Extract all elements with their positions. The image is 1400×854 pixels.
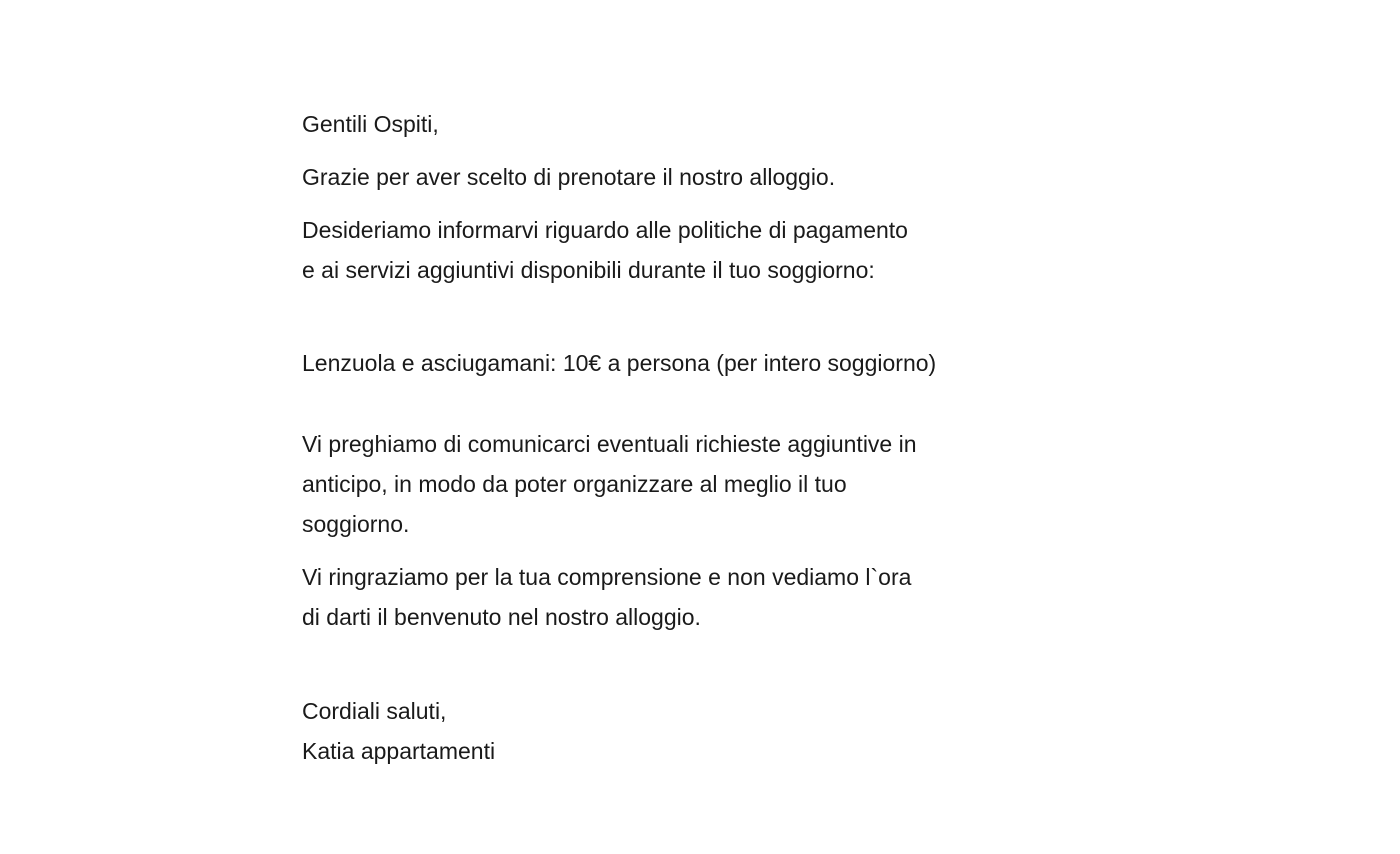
closing-line: di darti il benvenuto nel nostro alloggio. <box>302 604 701 630</box>
greeting: Gentili Ospiti, <box>302 111 439 137</box>
info-line: e ai servizi aggiuntivi disponibili durante il tuo soggiorno: <box>302 257 875 283</box>
info-paragraph <box>302 210 1062 290</box>
request-paragraph <box>302 424 1062 544</box>
info-line: Desideriamo informarvi riguardo alle politiche di pagamento <box>302 217 908 243</box>
thanks-paragraph: Grazie per aver scelto di prenotare il nostro alloggio. <box>302 164 836 190</box>
request-line: soggiorno. <box>302 511 410 537</box>
closing-paragraph <box>302 557 1062 637</box>
request-line: Vi preghiamo di comunicarci eventuali richieste aggiuntive in <box>302 431 917 457</box>
letter-body <box>302 104 1062 771</box>
price-line: Lenzuola e asciugamani: 10€ a persona (per intero soggiorno) <box>302 350 937 376</box>
request-line: anticipo, in modo da poter organizzare al meglio il tuo <box>302 471 847 497</box>
signoff: Cordiali saluti, <box>302 698 447 724</box>
signature: Katia appartamenti <box>302 738 496 764</box>
closing-line: Vi ringraziamo per la tua comprensione e non vediamo l`ora <box>302 564 912 590</box>
